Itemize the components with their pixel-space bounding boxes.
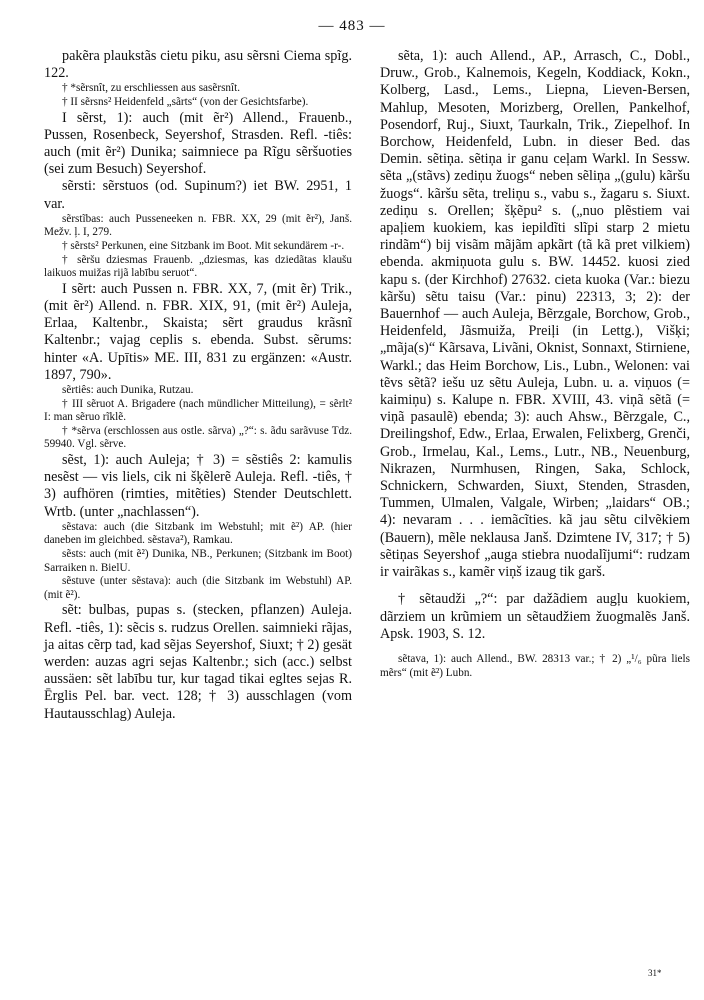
entry-sersti: sẽrsti: sẽrstuos (od. Supinum?) iet BW. 2951, 1 var. [44,178,352,212]
entry-sestuve: sẽstuve (unter sẽstava): auch (die Sitzbank im Webstuhl) AP. (mit ẽ²). [44,575,352,601]
entry-seruot: † III sẽruot A. Brigadere (nach mündlicher Mitteilung), = sẽrlt² I: man sẽruo rĩklẽ. [44,397,352,424]
entry-setava: sẽtava, 1): auch Allend., BW. 28313 var.; † 2) „¹/₆ pũra liels mẽrs“ (mit ẽ²) Lubn. [380,652,690,679]
page-number: — 483 — [318,18,386,34]
entry-sersnit: † *sẽrsnît, zu erschliessen aus sasẽrsnît. [62,82,241,95]
entry-seta: sẽta, 1): auch Allend., AP., Arrasch, C., Dobl., Druw., Grob., Kalnemois, Kegeln, Koddiack, Kokn., Kolberg, Lasd., Lems., Liepna, Lieven-Bersen, Mahlup, Mesoten, Morizberg, Orellen, Pankelhof, Posendorf, Ruj., Siuxt, Taurkaln, Trik., Ziepelhof. In Borchow, Heidenfeld, Lubn. in dieser Bed. das Demin. sẽtiņa. sẽtiņa ir ganu ceļam Warkl. In Sessw. sẽta „(stãvs) zediņu žuogs“ neben sẽliņa „(gulu) kãršu žuogs“. kãršu sẽta, treliņu s., vabu s., žagaru s. Siuxt. zediņu s. Orellen; šķẽpu² s. („nuo plẽstiem vai apaļiem kuokiem, kas iepildĩti slĩpi starp 2 mietu rindãm“) bij visãm mãjãm apkãrt (tã kã pret vilkiem) ebenda. akmiņuota gulu s. BW. 14452. kuosi zied kapu s. (der Kirchhof) 27632. cieta kuoka (Var.: biezu kãršu) sẽtu taisu (Var.: pinu) 22313, 3; 2): der Bauernhof — auch Auleja, Bẽrzgale, Borchow, Grob., Heidenfeld, Jãsmuiža, Preiļi (in Lettg.), Višķi; „mãja(s)“ Kãrsava, Livãni, Oknist, Sonnaxt, Stirniene, Warkl.; das Heim Borchow, Lis., Lubn., Welonen: vai tẽvs sẽtã? iešu uz sẽtu Auleja, Lubn. u. a. viņuos (= kaimiņu) s. Kalupe n. FBR. XVIII, 43. viņã sẽtã (= viņã pasaulẽ) ebenda; 3): auch Ahsw., Bẽrzgale, C., Dreilingshof, Edw., Erlaa, Erwalen, Felixberg, Grenči, Grob., Irmelau, Kal., Lems., Lutr., NB., Neuenburg, Nikrazen, Nurmhusen, Ringen, Saka, Schlock, Schnickern, Schwarden, Siuxt, Stenden, Strasden, Tummen, Ulmalen, Valgale, Wirben; „laidars“ OB.; 4): nevaram . . . iemãcĩties. kã jau sẽtu cilvẽkiem (Bauern), mẽle neklausa Janš. Dzimtene IV, 317; † 5) sẽtiņas Seyershof „auga stiebra nuodalĩjumi“: rudzam ir vairãkas s., kamẽr viņš izaug tik garš. [380,48,690,581]
entry-serva: † *sẽrva (erschlossen aus ostle. sãrva) „?“: s. ãdu sarãvuse Tdz. 59940. Vgl. sẽrve. [44,424,352,451]
right-column [380,48,690,680]
entry-serties: sẽrtiês: auch Dunika, Rutzau. [62,384,194,396]
entry-set: sẽt: bulbas, pupas s. (stecken, pflanzen) Auleja. Refl. -tiês, 1): sẽcis s. rudzus Orellen. saimnieki rãjas, ja aitas cẽrp tad, kad sẽjas Seyershof, Siuxt; † 2) gesät werden: auzas agri sejas Kaltenbr.; sich (acc.) selbst aussäen: sẽt labību tur, kur tagad tikai egltes sejas R. Ērglis Pel. bar. vect. 128; † 3) ausschlagen (vom Hautausschlag) Auleja. [44,602,352,722]
entry-sersu: † sẽršu dziesmas Frauenb. „dziesmas, kas dziedãtas klaušu laikuos muižas rijã labību seruot“. [44,253,352,280]
entry-sert: I sẽrt: auch Pussen n. FBR. XX, 7, (mit ẽr) Trik., (mit ẽr²) Allend. n. FBR. XIX, 91, (mit ẽr²) Auleja, Erlaa, Kaltenbr., Skaista; sẽrt graudus krãsnĩ Kaltenbr.; vajag ceplis s. ebenda. Subst. sẽrums: hinter «A. Upītis» ME. III, 831 zu ergänzen: «Austr. 1897, 790». [44,280,352,383]
entry-setaudzi: † sẽtaudži „?“: par dažãdiem augļu kuokiem, dãrziem un krũmiem un sẽtaudžiem žuogmalẽs Janš. Apsk. 1903, S. 12. [380,591,690,642]
entry-sests: sẽsts: auch (mit ẽ²) Dunika, NB., Perkunen; (Sitzbank im Boot) Sarraiken n. BielU. [44,547,352,574]
entry-serst: I sẽrst, 1): auch (mit ẽr²) Allend., Frauenb., Pussen, Rosenbeck, Seyershof, Strasden. Refl. -tiês: auch (mit ẽr²) Dunika; saimniece pa Rĩgu sẽršuoties (sei zum Besuch) Seyershof. [44,109,352,178]
entry-sersns: † II sẽrsns² Heidenfeld „sãrts“ (von der Gesichtsfarbe). [62,96,309,108]
left-column [44,48,352,723]
entry-sersts: † sẽrsts² Perkunen, eine Sitzbank im Boot. Mit sekundärem -r-. [62,240,345,252]
signature-mark: 31* [648,968,662,978]
entry-pakera: pakẽra plaukstãs cietu piku, asu sẽrsni Ciema spĩg. 122. [44,48,352,82]
entry-sestava: sẽstava: auch (die Sitzbank im Webstuhl; mit ẽ²) AP. (hier daneben im gleichbed. sẽstava²), Ramkau. [44,520,352,547]
entry-sest: sẽst, 1): auch Auleja; † 3) = sẽstiês 2: kamulis nesẽst — vis liels, cik ni šķẽlerẽ Auleja. Refl. -tiês, † 3) aufhören (rimties, mitẽties) Stender Deutschlett. Wrtb. (unter „nachlassen“). [44,451,352,520]
entry-serstibas: sẽrstĩbas: auch Pusseneeken n. FBR. XX, 29 (mit ẽr²), Janš. Mežv. ļ. I, 279. [44,212,352,239]
